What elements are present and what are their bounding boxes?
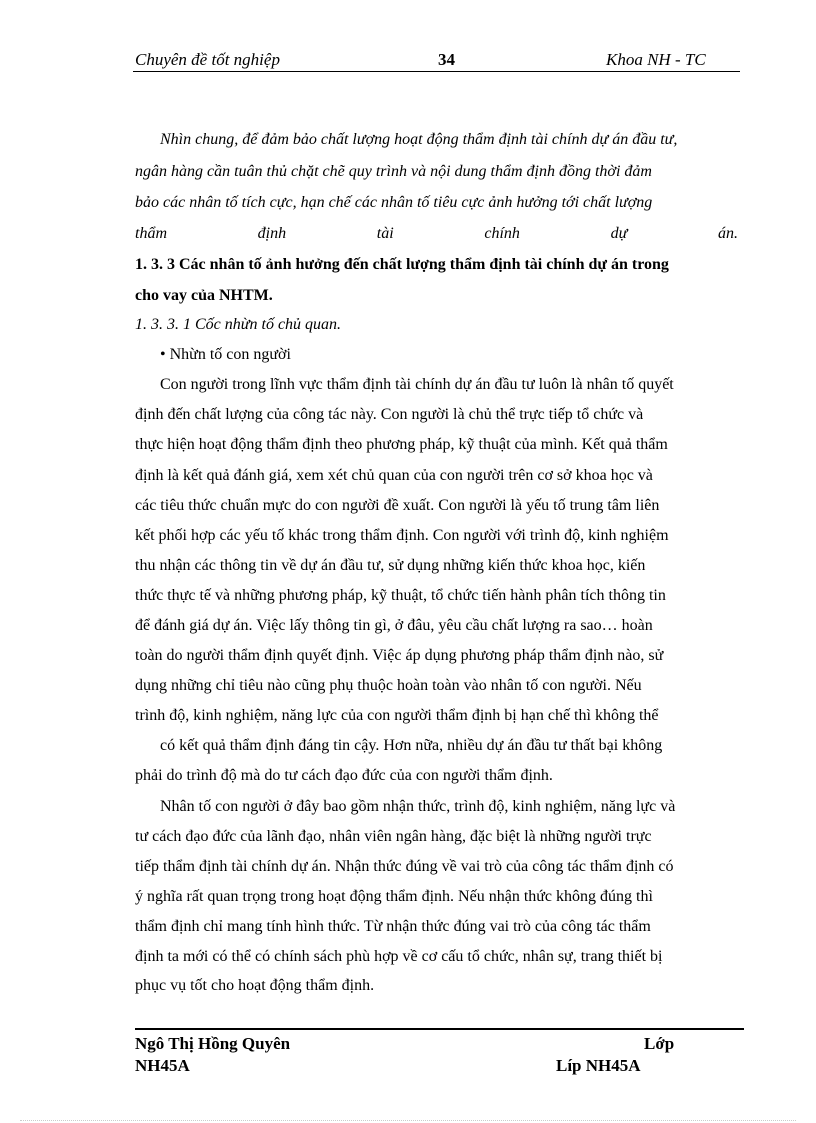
paragraph-line: thẩm định tài chính dự án. [135, 225, 738, 242]
paragraph-line: các tiêu thức chuẩn mực do con người đề xuất. Con người là yếu tố trung tâm liên [135, 497, 660, 514]
bullet-item: • Nhừn tố con người [160, 346, 291, 363]
paragraph-line: ngân hàng cần tuân thủ chặt chẽ quy trình và nội dung thẩm định đồng thời đảm [135, 163, 652, 180]
paragraph-line: thu nhận các thông tin về dự án đầu tư, sử dụng những kiến thức khoa học, kiến [135, 557, 646, 574]
page-number: 34 [438, 50, 455, 69]
section-heading: 1. 3. 3 Các nhân tố ảnh hưởng đến chất lượng thẩm định tài chính dự án trong [135, 256, 669, 273]
paragraph-line: thức thực tế và những phương pháp, kỹ thuật, tổ chức tiến hành phân tích thông tin [135, 587, 666, 604]
paragraph-line: thực hiện hoạt động thẩm định theo phương pháp, kỹ thuật của mình. Kết quả thẩm [135, 436, 668, 453]
page-edge [20, 1120, 796, 1121]
header-faculty: Khoa NH - TC [606, 50, 706, 69]
paragraph-line: để đánh giá dự án. Việc lấy thông tin gì, ở đâu, yêu cầu chất lượng ra sao… hoàn [135, 617, 653, 634]
paragraph-line: định đến chất lượng của công tác này. Con người là chủ thể trực tiếp tổ chức và [135, 406, 644, 423]
paragraph-line: dụng những chỉ tiêu nào cũng phụ thuộc hoàn toàn vào nhân tố con người. Nếu [135, 677, 642, 694]
paragraph-line: phải do trình độ mà do tư cách đạo đức của con người thẩm định. [135, 767, 553, 784]
paragraph-line: Nhân tố con người ở đây bao gồm nhận thức, trình độ, kinh nghiệm, năng lực và [160, 798, 676, 815]
paragraph-line: phục vụ tốt cho hoạt động thẩm định. [135, 977, 375, 994]
header-rule [133, 71, 740, 72]
paragraph-line: ý nghĩa rất quan trọng trong hoạt động thẩm định. Nếu nhận thức không đúng thì [135, 888, 653, 905]
paragraph-line: trình độ, kinh nghiệm, năng lực của con người thẩm định bị hạn chế thì không thể [135, 707, 659, 724]
paragraph-line: tiếp thẩm định tài chính dự án. Nhận thức đúng về vai trò của công tác thẩm định có [135, 858, 674, 875]
paragraph-line: định ta mới có thể có chính sách phù hợp về cơ cấu tổ chức, nhân sự, trang thiết bị [135, 948, 663, 965]
paragraph-line: có kết quả thẩm định đáng tin cậy. Hơn nữa, nhiều dự án đầu tư thất bại không [160, 737, 663, 754]
paragraph-line: bảo các nhân tố tích cực, hạn chế các nhân tố tiêu cực ảnh hưởng tới chất lượng [135, 194, 653, 211]
footer-rule [135, 1028, 744, 1030]
paragraph-line: tư cách đạo đức của lãnh đạo, nhân viên ngân hàng, đặc biệt là những người trực [135, 828, 652, 845]
class-code: NH45A [135, 1056, 190, 1075]
subsection-heading: 1. 3. 3. 1 Cốc nhừn tố chủ quan. [135, 316, 342, 333]
paragraph-line: định là kết quả đánh giá, xem xét chủ quan của con người trên cơ sở khoa học và [135, 467, 653, 484]
section-heading: cho vay của NHTM. [135, 287, 273, 304]
class-label: Lớp [644, 1034, 675, 1053]
author-name: Ngô Thị Hồng Quyên [135, 1034, 291, 1053]
paragraph-line: toàn do người thẩm định quyết định. Việc áp dụng phương pháp thẩm định nào, sử [135, 647, 664, 664]
paragraph-line: kết phối hợp các yếu tố khác trong thẩm định. Con người với trình độ, kinh nghiệm [135, 527, 669, 544]
footer-class: Líp NH45A [556, 1056, 641, 1075]
paragraph-line: Nhìn chung, để đảm bảo chất lượng hoạt động thẩm định tài chính dự án đầu tư, [160, 131, 678, 148]
paragraph-line: Con người trong lĩnh vực thẩm định tài chính dự án đầu tư luôn là nhân tố quyết [160, 376, 674, 393]
header-document-type: Chuyên đề tốt nghiệp [135, 50, 280, 69]
paragraph-line: thẩm định chỉ mang tính hình thức. Từ nhận thức đúng vai trò của công tác thẩm [135, 918, 651, 935]
